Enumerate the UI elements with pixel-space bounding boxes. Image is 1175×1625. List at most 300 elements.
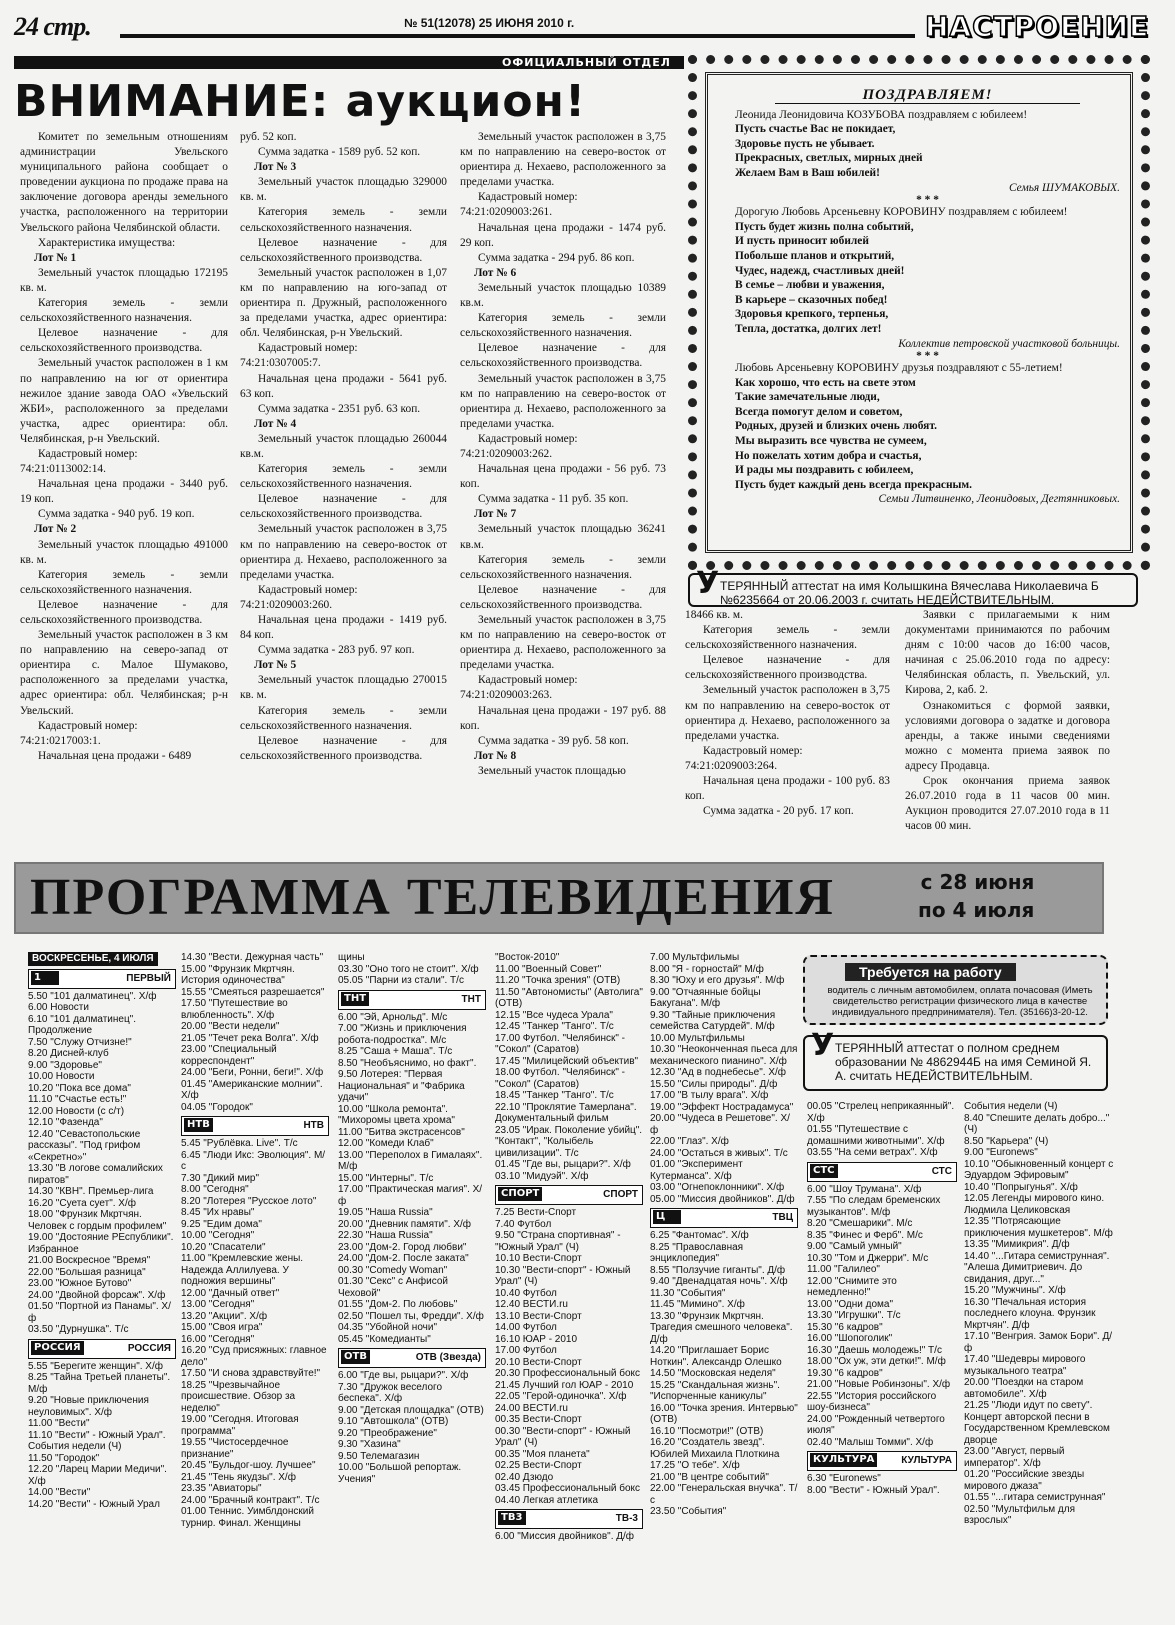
- program-item: 9.50 "Страна спортивная" - "Южный Урал" (Ч): [495, 1230, 621, 1253]
- program-item: 14.30 "Вести. Дежурная часть": [181, 952, 324, 963]
- paragraph: 74:21:0209003:262.: [460, 447, 553, 460]
- program-item: 18.00 "Ох уж, эти детки!". М/ф: [807, 1356, 946, 1367]
- program-item: 10.30 "Том и Джерри". М/с: [807, 1252, 929, 1264]
- paragraph: Начальная цена продажи - 56 руб. 73 коп.: [460, 463, 666, 491]
- paragraph: Сумма задатка - 283 руб. 97 коп.: [258, 644, 415, 657]
- program-item: щины: [338, 952, 365, 963]
- program-item: 9.00 "Детская площадка" (ОТВ): [338, 1404, 484, 1416]
- program-item: 13.20 "Акции". Х/ф: [181, 1310, 268, 1322]
- paragraph: Начальная цена продажи - 1419 руб. 84 коп.: [240, 614, 447, 642]
- program-item: 11.00 "Галилео": [807, 1264, 880, 1275]
- program-item: 04.40 Легкая атлетика: [495, 1494, 599, 1506]
- program-item: 7.30 "Дикий мир": [181, 1172, 260, 1184]
- program-item: 11.10 "Счастье есть!": [28, 1094, 127, 1105]
- paragraph: Кадастровый номер:: [478, 674, 578, 687]
- paragraph: 74:21:0209003:260.: [240, 598, 333, 611]
- paragraph: 74:21:0113002:14.: [20, 463, 106, 476]
- program-item: 02.40 "Малыш Томми". Х/ф: [807, 1436, 934, 1448]
- channel-header-ntv: [181, 1116, 329, 1136]
- program-item: 6.00 "Миссия двойников". Д/ф: [495, 1531, 635, 1542]
- greetings-title: ПОЗДРАВЛЯЕМ!: [775, 88, 1080, 104]
- program-item: 00.35 Вести-Спорт: [495, 1414, 582, 1425]
- paragraph: Земельный участок площадью 172195 кв. м.: [20, 266, 228, 294]
- program-item: 11.45 "Мимино". Х/ф: [650, 1299, 745, 1310]
- program-item: 20.10 Вести-Спорт: [495, 1356, 582, 1368]
- program-item: 04.05 "Городок": [181, 1101, 253, 1113]
- program-item: 8.35 "Финес и Ферб". М/с: [807, 1229, 923, 1241]
- paragraph: Земельный участок площадью 270015 кв. м.: [240, 674, 447, 702]
- paragraph: Характеристика имущества:: [38, 236, 176, 249]
- program-item: 05.05 "Парни из стали". Т/с: [338, 975, 464, 986]
- program-item: 12.15 "Все чудеса Урала": [495, 1009, 613, 1021]
- program-item: 13.00 "Сегодня": [181, 1299, 255, 1310]
- program-item: 23.00 "Август, первый император". Х/ф: [964, 1446, 1065, 1469]
- program-item: 6.25 "Фантомас". Х/ф: [650, 1230, 749, 1241]
- paragraph: Земельный участок расположен в 1 км по направлению на юг от ориентира нежилое здание завода ОАО «Увельский ЖБИ», расположенного за пределами участка, адрес ориентира: обл. Челябинская, р-н Увельский.: [20, 357, 228, 445]
- program-item: 22.05 "Герой-одиночка". Х/ф: [495, 1391, 627, 1402]
- program-item: 19.00 "Эффект Нострадамуса": [650, 1101, 794, 1113]
- program-item: 01.00 Теннис. Уимблдонский турнир. Финал. Женщины: [181, 1506, 314, 1529]
- channel-name: СПОРТ: [603, 1189, 638, 1200]
- paragraph: Земельный участок расположен в 1,07 км по направлению на юго-запад от ориентира п. Дружный, расположенного за пределами участка, адрес ориентира: обл. Челябинская, р-н Увельский.: [240, 266, 447, 340]
- program-item: 10.20 "Пока все дома": [28, 1082, 131, 1094]
- program-item: 10.20 "Спасатели": [181, 1241, 266, 1253]
- auction-headline: ВНИМАНИЕ: аукцион!: [14, 76, 587, 127]
- program-item: 9.30 "Хазина": [338, 1439, 401, 1450]
- program-item: 12.05 Легенды мирового кино. Людмила Целиковская: [964, 1193, 1105, 1216]
- program-item: 9.10 "Автошкола" (ОТВ): [338, 1416, 449, 1427]
- program-list: [181, 952, 329, 1113]
- program-item: 23.00 "Южное Бутово": [28, 1278, 132, 1289]
- program-item: 8.45 "Их нравы": [181, 1207, 255, 1218]
- program-item: 17.00 Футбол: [495, 1345, 557, 1356]
- paragraph: Начальная цена продажи - 100 руб. 83 коп.: [685, 775, 890, 803]
- program-list: [338, 952, 486, 987]
- program-item: 8.50 "Карьера" (Ч): [964, 1135, 1049, 1147]
- program-item: 14.40 "...Гитара семиструнная". "Алеша Димитриевич. До свидания, друг...": [964, 1250, 1110, 1285]
- program-item: 14.30 "КВН". Премьер-лига: [28, 1186, 154, 1197]
- program-item: 24.00 "Брачный контракт". Т/с: [181, 1494, 320, 1506]
- program-item: 16.20 "Суета сует". Х/ф: [28, 1197, 136, 1209]
- greeting-signature: Семьи Литвиненко, Леонидовых, Дегтянниковых.: [878, 493, 1120, 506]
- paragraph: Сумма задатка - 11 руб. 35 коп.: [478, 493, 629, 506]
- program-item: 20.45 "Бульдог-шоу. Лучшее": [181, 1460, 316, 1471]
- program-list: [28, 991, 176, 1336]
- channel-name: ТВ-3: [615, 1513, 638, 1524]
- paragraph: Кадастровый номер:: [478, 432, 578, 445]
- paragraph: Категория земель - земли сельскохозяйственного назначения.: [460, 553, 666, 581]
- paragraph: Категория земель - земли сельскохозяйственного назначения.: [240, 206, 447, 234]
- program-item: 17.00 "В тылу врага". Х/ф: [650, 1090, 769, 1101]
- paragraph: Категория земель - земли сельскохозяйственного назначения.: [240, 704, 447, 732]
- program-item: 05.45 "Комедианты": [338, 1333, 431, 1345]
- program-item: 21.25 "Люди идут по свету". Концерт авторской песни в Государственном Кремлевском дворце: [964, 1400, 1110, 1446]
- program-item: 12.45 "Танкер "Танго". Т/с: [495, 1021, 614, 1032]
- tv-column-2: [181, 952, 329, 1529]
- program-item: 23.35 "Авиаторы": [181, 1483, 262, 1494]
- greeting-line: И рады мы поздравить с юбилеем,: [735, 464, 914, 477]
- channel-name: РОССИЯ: [127, 1342, 171, 1354]
- program-item: 7.00 "Жизнь и приключения робота-подростка". М/с: [338, 1023, 467, 1046]
- program-item: 17.00 Футбол. "Челябинск" - "Сокол" (Саратов): [495, 1032, 626, 1055]
- greeting-line: Родных, друзей и близких очень любят.: [735, 420, 937, 433]
- lost-notice-1: [688, 566, 1138, 607]
- channel-header-tvc: [650, 1208, 798, 1228]
- channel-header-perviy: [28, 969, 176, 989]
- program-list: [807, 1101, 957, 1159]
- program-item: 12.30 "Ад в поднебесье". Х/ф: [650, 1067, 787, 1078]
- program-item: 17.25 "О тебе". Х/ф: [650, 1460, 740, 1471]
- program-list: [338, 1370, 486, 1485]
- auction-column-2: [240, 130, 447, 764]
- program-item: 9.50 Лотерея: "Первая Национальная" и "Фабрика удачи": [338, 1069, 465, 1103]
- channel-name: ТВЦ: [772, 1212, 793, 1223]
- program-item: 14.50 "Московская неделя": [650, 1368, 776, 1379]
- program-item: 10.00 "Большой репортаж. Учения": [338, 1462, 462, 1485]
- program-item: 12.00 "Дачный ответ": [181, 1287, 280, 1299]
- lost-notice-text: ТЕРЯННЫЙ аттестат о полном среднем образовании № 4862944Б на имя Семиной Я. А. считать НЕДЕЙСТВИТЕЛЬНЫМ.: [835, 1041, 1092, 1083]
- program-item: 19.00 "Сегодня. Итоговая программа": [181, 1414, 299, 1437]
- program-item: 12.00 Новости (с с/т): [28, 1105, 125, 1117]
- program-item: 18.00 "Фрунзик Мкртчян. Человек с гордым профилем": [28, 1209, 167, 1232]
- paragraph: Кадастровый номер:: [258, 583, 358, 596]
- program-item: 10.00 Мультфильмы: [650, 1032, 745, 1044]
- paragraph: Категория земель - земли сельскохозяйственного назначения.: [685, 624, 890, 652]
- program-item: 17.45 "Милицейский объектив": [495, 1055, 639, 1067]
- paragraph: руб. 52 коп.: [240, 131, 297, 143]
- program-item: 19.05 "Наша Russia": [338, 1207, 433, 1218]
- program-item: 13.00 "Переполох в Гималаях". М/ф: [338, 1149, 483, 1172]
- channel-logo-icon: СПОРТ: [498, 1187, 542, 1201]
- program-item: 22.30 "Наша Russia": [338, 1230, 433, 1241]
- greeting-signature: Коллектив петровской участковой больницы.: [898, 337, 1120, 350]
- greeting-line: Тепла, достатка, долгих лет!: [735, 322, 882, 335]
- program-item: 11.00 "Кремлевские жены. Надежда Аллилуева. У подножия вершины": [181, 1253, 304, 1287]
- program-item: 9.00 "Euronews": [964, 1147, 1038, 1158]
- paragraph: Сумма задатка - 940 руб. 19 коп.: [38, 508, 195, 521]
- greetings-text: [735, 108, 1120, 507]
- program-item: 10.10 "Обыкновенный концерт с Эдуардом Эфировым": [964, 1158, 1114, 1181]
- program-item: 11.30 "События": [650, 1287, 726, 1299]
- paragraph: Целевое назначение - для сельскохозяйственного производства.: [20, 327, 228, 355]
- program-item: 8.20 Дисней-клуб: [28, 1048, 109, 1059]
- greeting-line: И пусть приносит юбилей: [735, 235, 869, 248]
- program-item: 12.10 "Фазенда": [28, 1117, 103, 1128]
- paragraph: Начальная цена продажи - 5641 руб. 63 коп.: [240, 372, 447, 400]
- program-item: 11.00 "Военный Совет": [495, 963, 602, 975]
- paragraph: Сумма задатка - 39 руб. 58 коп.: [478, 734, 629, 747]
- greeting-line: Мы выразить все чувства не сумеем,: [735, 435, 927, 448]
- program-list: [650, 952, 798, 1205]
- paragraph: Сумма задатка - 294 руб. 86 коп.: [478, 251, 635, 264]
- paragraph: 74:21:0217003:1.: [20, 734, 101, 747]
- tv-title: ПРОГРАММА ТЕЛЕВИДЕНИЯ: [30, 869, 835, 926]
- greeting-line: Пусть счастье Вас не покидает,: [735, 123, 896, 136]
- greeting-line: Пусть будет жизнь полна событий,: [735, 220, 914, 233]
- program-item: 10.00 "Сегодня": [181, 1230, 255, 1241]
- program-list: [28, 1361, 176, 1511]
- program-item: 16.30 "Печальная история последнего клоуна. Фрунзик Мкртчян". Д/ф: [964, 1296, 1096, 1331]
- program-item: 24.00 "Рожденный четвертого июля": [807, 1413, 945, 1436]
- auction-column-1: [20, 130, 228, 764]
- program-item: 16.00 "Точка зрения. Интервью" (ОТВ): [650, 1402, 798, 1425]
- program-item: 03.50 "Дурнушка". Т/с: [28, 1324, 129, 1335]
- lot-heading: Лот № 2: [34, 523, 77, 536]
- greeting-line: Пусть будет каждый день всегда прекрасным.: [735, 478, 973, 491]
- program-item: 01.30 "Секс" с Анфисой Чеховой": [338, 1276, 448, 1299]
- channel-logo-icon: НТВ: [184, 1118, 213, 1132]
- drop-cap: У: [811, 1028, 835, 1063]
- program-item: 5.50 "101 далматинец". Х/ф: [28, 990, 157, 1002]
- program-item: 13.00 "Одни дома": [807, 1298, 894, 1310]
- program-item: 6.00 "Шоу Трумана". Х/ф: [807, 1183, 922, 1195]
- program-item: 18.25 "Чрезвычайное происшествие. Обзор за неделю": [181, 1379, 296, 1414]
- paragraph: Земельный участок расположен в 3,75 км по направлению на северо-восток от ориентира д. Нехаево, расположенного за пределами участка.: [460, 131, 666, 189]
- program-item: 16.20 "Суд присяжных: главное дело": [181, 1345, 327, 1368]
- greeting-line: Дорогую Любовь Арсеньевну КОРОВИНУ поздравляем с юбилеем!: [735, 206, 1068, 219]
- program-item: 21.45 Лучший гол ЮАР - 2010: [495, 1379, 634, 1391]
- program-list: [964, 1101, 1114, 1527]
- program-item: 16.20 "Создатель звезд". Юбилей Михаила Плоткина: [650, 1437, 780, 1460]
- tv-date-to: по 4 июля: [918, 898, 1035, 922]
- greeting-line: Такие замечательные люди,: [735, 391, 880, 404]
- program-item: "Восток-2010": [495, 952, 560, 963]
- program-item: 12.00 "Снимите это немедленно!": [807, 1275, 897, 1298]
- page-number: 24 стр.: [14, 12, 91, 41]
- program-item: 11.20 "Точка зрения" (ОТВ): [495, 975, 621, 986]
- paragraph: Категория земель - земли сельскохозяйственного назначения.: [460, 312, 666, 340]
- program-item: 8.00 "Я - горностай" М/ф: [650, 963, 764, 975]
- program-item: 00.30 "Comedy Woman": [338, 1264, 448, 1276]
- channel-logo-icon: СТС: [810, 1164, 838, 1178]
- program-item: 8.00 "Сегодня": [181, 1184, 249, 1195]
- program-item: 02.50 "Мультфильм для взрослых": [964, 1503, 1076, 1526]
- program-item: 00.05 "Стрелец неприкаянный". Х/ф: [807, 1101, 955, 1124]
- channel-logo-icon: 1: [31, 971, 59, 985]
- program-item: 9.50 Телемагазин: [338, 1450, 420, 1462]
- program-item: 8.25 "Саша + Маша". Т/с: [338, 1046, 453, 1057]
- program-item: 21.45 "Тень якудзы". Х/ф: [181, 1471, 296, 1483]
- program-item: 6.00 "Где вы, рыцари?". Х/ф: [338, 1370, 469, 1381]
- paragraph: Начальная цена продажи - 3440 руб. 19 коп.: [20, 478, 228, 506]
- program-list: [181, 1138, 329, 1529]
- channel-header-sport: [495, 1185, 643, 1205]
- tv-column-1: [28, 952, 176, 1510]
- paragraph: Земельный участок площадью 10389 кв.м.: [460, 281, 666, 310]
- job-ad-text: водитель с личным автомобилем, оплата почасовая (Иметь свидетельство регистрации физического лица в качестве индивидуального предпринимателя). Тел. (35166)3-20-12.: [827, 985, 1093, 1018]
- program-item: 03.55 "На семи ветрах". Х/ф: [807, 1147, 938, 1158]
- program-item: 9.20 "Преображение": [338, 1427, 437, 1439]
- program-item: 21.00 Воскресное "Время": [28, 1255, 151, 1266]
- program-item: 12.40 ВЕСТИ.ru: [495, 1299, 568, 1310]
- program-item: 12.00 "Комеди Клаб": [338, 1138, 434, 1149]
- greeting-line: В семье – любви и уважения,: [735, 279, 885, 292]
- program-item: 05.00 "Миссия двойников". Д/ф: [650, 1193, 795, 1205]
- program-item: 8.30 "Юху и его друзья". М/ф: [650, 975, 785, 986]
- paragraph: Сумма задатка - 20 руб. 17 коп.: [703, 805, 854, 818]
- auction-column-4: [685, 608, 890, 819]
- channel-name: НТВ: [303, 1120, 324, 1131]
- program-item: 17.00 "Практическая магия". Х/ф: [338, 1184, 483, 1207]
- greeting-line: Любовь Арсеньевну КОРОВИНУ друзья поздравляют с 55-летием!: [735, 362, 1063, 375]
- program-item: 03.00 "Огнепоклонники". Х/ф: [650, 1182, 785, 1193]
- program-item: 13.35 "Мимикрия". Д/ф: [964, 1239, 1070, 1250]
- program-item: 23.05 "Ирак. Поколение убийц". "Контакт", "Колыбель цивилизации". Т/с: [495, 1124, 643, 1159]
- auction-column-3: [460, 130, 666, 779]
- program-item: 13.30 "Игрушки". Т/с: [807, 1310, 901, 1321]
- program-item: 18.45 "Танкер "Танго". Т/с: [495, 1090, 614, 1101]
- program-item: 11.50 "Автономисты" (Автолига" (ОТВ): [495, 986, 643, 1009]
- paragraph: Начальная цена продажи - 6489: [38, 749, 192, 762]
- program-item: 17.10 "Венгрия. Замок Бори". Д/ф: [964, 1331, 1112, 1354]
- tv-column-4: [495, 952, 643, 1543]
- separator-stars: * * *: [916, 350, 939, 363]
- channel-name: СТС: [931, 1165, 952, 1177]
- program-item: 6.00 Новости: [28, 1002, 89, 1013]
- greeting-line: В карьере – сказочных побед!: [735, 293, 888, 306]
- paragraph: Целевое назначение - для сельскохозяйственного производства.: [460, 583, 666, 611]
- program-item: 15.00 "Своя игра": [181, 1322, 263, 1333]
- paragraph: Земельный участок расположен в 3,75 км по направлению на северо-восток от ориентира д. Нехаево, расположенного за пределами участка.: [460, 372, 666, 430]
- program-item: 16.00 "Сегодня": [181, 1333, 255, 1345]
- program-item: 8.25 "Тайна Третьей планеты". М/ф: [28, 1372, 171, 1395]
- program-item: 04.35 "Убойной ночи": [338, 1322, 438, 1333]
- program-item: 01.45 "Где вы, рыцари?". Х/ф: [495, 1159, 631, 1170]
- program-list: [495, 952, 643, 1182]
- channel-name: КУЛЬТУРА: [901, 1455, 952, 1466]
- program-item: 14.20 "Вести" - Южный Урал: [28, 1498, 160, 1510]
- channel-header-rossiya: [28, 1339, 176, 1359]
- program-item: 6.30 "Euronews": [807, 1473, 881, 1484]
- paragraph: 74:21:0209003:261.: [460, 206, 553, 219]
- channel-header-otv: [338, 1348, 486, 1368]
- program-item: 7.25 Вести-Спорт: [495, 1207, 577, 1218]
- program-item: 15.00 "Фрунзик Мкртчян. История одиночества": [181, 963, 295, 986]
- program-item: 7.40 Футбол: [495, 1218, 552, 1230]
- program-item: 6.45 "Люди Икс: Эволюция". М/с: [181, 1149, 326, 1172]
- program-item: 8.50 "Необъяснимо, но факт".: [338, 1057, 477, 1069]
- job-ad: [803, 955, 1108, 1025]
- program-item: 03.30 "Оно того не стоит". Х/ф: [338, 963, 479, 975]
- program-item: 7.50 "Служу Отчизне!": [28, 1036, 132, 1048]
- program-item: 13.10 Вести-Спорт: [495, 1310, 582, 1322]
- paragraph: Земельный участок расположен в 3 км по направлению на северо-запад от ориентира с. Малое Шумаково, расположенного за пределами участка, адрес ориентира: обл. Челябинская; р-н Увельский.: [20, 629, 228, 717]
- greeting-line: Но пожелать хотим добра и счастья,: [735, 449, 922, 462]
- program-list: [807, 1184, 957, 1449]
- program-item: 14.20 "Приглашает Борис Ноткин". Александр Олешко: [650, 1345, 782, 1368]
- section-title: НАСТРОЕНИЕ: [925, 10, 1150, 43]
- program-item: 21.00 "В центре событий": [650, 1471, 769, 1483]
- auction-column-5: [905, 608, 1110, 834]
- greeting-line: Здоровья крепкого, терпенья,: [735, 308, 889, 321]
- program-item: 10.30 "Неоконченная пьеса для механического пианино". Х/ф: [650, 1044, 798, 1067]
- channel-name: ОТВ (Звезда): [415, 1352, 481, 1363]
- program-item: 23.00 "Специальный корреспондент": [181, 1044, 277, 1067]
- paragraph: Категория земель - земли сельскохозяйственного назначения.: [20, 568, 228, 596]
- program-item: 9.30 "Тайные приключения семейства Сатурдей". М/ф: [650, 1009, 776, 1032]
- lot-heading: Лот № 1: [34, 251, 77, 264]
- program-item: 13.30 "В логове сомалийских пиратов": [28, 1163, 163, 1186]
- program-item: 01.00 "Эксперимент Кутерманса". Х/ф: [650, 1159, 743, 1182]
- program-item: 18.00 Футбол. "Челябинск" - "Сокол" (Саратов): [495, 1067, 626, 1090]
- program-item: 03.10 "Мидуэй". Х/ф: [495, 1170, 589, 1182]
- program-item: 7.55 "По следам бременских музыкантов". М/ф: [807, 1195, 941, 1218]
- program-item: 20.00 "Дневник памяти". Х/ф: [338, 1218, 471, 1230]
- channel-logo-icon: ОТВ: [341, 1350, 370, 1364]
- lot-heading: Лот № 8: [474, 749, 517, 762]
- separator-stars: * * *: [916, 194, 939, 207]
- paragraph: Кадастровый номер:: [38, 447, 138, 460]
- paragraph: 74:21:0307005:7.: [240, 357, 321, 370]
- program-item: 14.00 Футбол: [495, 1322, 557, 1333]
- program-item: 8.20 "Смешарики". М/с: [807, 1218, 913, 1229]
- paragraph: Категория земель - земли сельскохозяйственного назначения.: [240, 463, 447, 491]
- paragraph: Земельный участок расположен в 3,75 км по направлению на северо-восток от ориентира д. Нехаево, расположенного за пределами участка.: [460, 614, 666, 672]
- paragraph: Заявки с прилагаемыми к ним документами принимаются по рабочим дням с 10:00 часов до 16:00 часов, начиная с 25.06.2010 года по адресу: Челябинская область, п. Увельский, ул. Кирова, 2, каб. 2.: [905, 609, 1110, 697]
- paragraph: 74:21:0209003:264.: [685, 759, 778, 772]
- program-item: 01.20 "Российские звезды мирового джаза": [964, 1469, 1085, 1492]
- program-item: 02.40 Дзюдо: [495, 1471, 554, 1483]
- program-item: 5.55 "Берегите женщин". Х/ф: [28, 1360, 163, 1372]
- program-item: 20.30 Профессиональный бокс: [495, 1368, 641, 1379]
- program-item: 23.00 "Дом-2. Город любви": [338, 1241, 467, 1253]
- program-item: 19.55 "Чистосердечное признание": [181, 1437, 289, 1460]
- program-item: 10.00 "Школа ремонта". "Михоромы цвета хрома": [338, 1103, 455, 1126]
- paragraph: Комитет по земельным отношениям администрации Увельского муниципального района сообщает о проведении аукциона по продаже права на заключение договора аренды земельного участка, расположенного на территории Увельского района Челябинской области.: [20, 131, 228, 234]
- program-item: 6.10 "101 далматинец". Продолжение: [28, 1013, 137, 1036]
- paragraph: Кадастровый номер:: [703, 744, 803, 757]
- program-item: 02.25 Вести-Спорт: [495, 1460, 582, 1471]
- lot-heading: Лот № 6: [474, 266, 517, 279]
- program-item: 11.00 "Битва экстрасенсов": [338, 1126, 465, 1138]
- channel-logo-icon: ТВ3: [498, 1511, 526, 1525]
- paragraph: Кадастровый номер:: [258, 342, 358, 355]
- program-item: 22.00 "Генеральская внучка". Т/с: [650, 1483, 798, 1506]
- greeting-line: Здоровье пусть не убывает.: [735, 137, 875, 150]
- lot-heading: Лот № 4: [254, 417, 297, 430]
- channel-header-tnt: [338, 990, 486, 1010]
- greeting-line: Леонида Леонидовича КОЗУБОВА поздравляем с юбилеем!: [735, 108, 1028, 121]
- program-item: 23.50 "События": [650, 1506, 727, 1517]
- program-item: 9.20 "Новые приключения неуловимых". Х/ф: [28, 1395, 149, 1418]
- paragraph: Кадастровый номер:: [478, 191, 578, 204]
- program-item: 01.50 "Портной из Панамы". Х/ф: [28, 1301, 171, 1324]
- program-item: 16.30 "Даешь молодежь!" Т/с: [807, 1344, 942, 1356]
- program-item: 22.55 "История российского шоу-бизнеса": [807, 1390, 937, 1413]
- program-item: 19.30 "6 кадров": [807, 1367, 883, 1379]
- paragraph: Кадастровый номер:: [38, 719, 138, 732]
- paragraph: Ознакомиться с формой заявки, условиями договора о задатке и договора аренды, а также иными сведениями можно с момента приема заявок по адресу Продавца.: [905, 699, 1110, 772]
- program-item: 21.05 "Течет река Волга". Х/ф: [181, 1032, 319, 1044]
- program-item: 12.40 "Севастопольские рассказы". "Под грифом «Секретно»": [28, 1128, 141, 1163]
- paragraph: Земельный участок площадью 329000 кв. м.: [240, 176, 447, 204]
- paragraph: Сумма задатка - 1589 руб. 52 коп.: [258, 146, 421, 159]
- paragraph: 18466 кв. м.: [685, 609, 743, 621]
- program-item: 01.55 "...гитара семиструнная": [964, 1492, 1106, 1503]
- program-item: 11.10 "Вести" - Южный Урал". События недели (Ч): [28, 1429, 166, 1452]
- program-item: 6.00 "Эй, Арнольд". М/с: [338, 1011, 448, 1023]
- program-item: 8.20 "Лотерея "Русское лото": [181, 1195, 317, 1207]
- program-item: 24.00 "Беги, Ронни, беги!". Х/ф: [181, 1067, 324, 1078]
- program-item: 7.30 "Дружок веселого беспека". Х/ф: [338, 1381, 443, 1404]
- program-item: 20.00 "Чудеса в Решетове". Х/ф: [650, 1113, 790, 1136]
- greeting-line: Всегда помогут делом и советом,: [735, 405, 903, 418]
- program-item: 10.10 Вести-Спорт: [495, 1253, 582, 1264]
- job-ad-title: Требуется на работу: [845, 963, 1016, 981]
- channel-name: ПЕРВЫЙ: [126, 972, 171, 984]
- paragraph: Целевое назначение - для сельскохозяйственного производства.: [685, 654, 890, 682]
- program-item: 15.55 "Смеяться разрешается": [181, 986, 325, 998]
